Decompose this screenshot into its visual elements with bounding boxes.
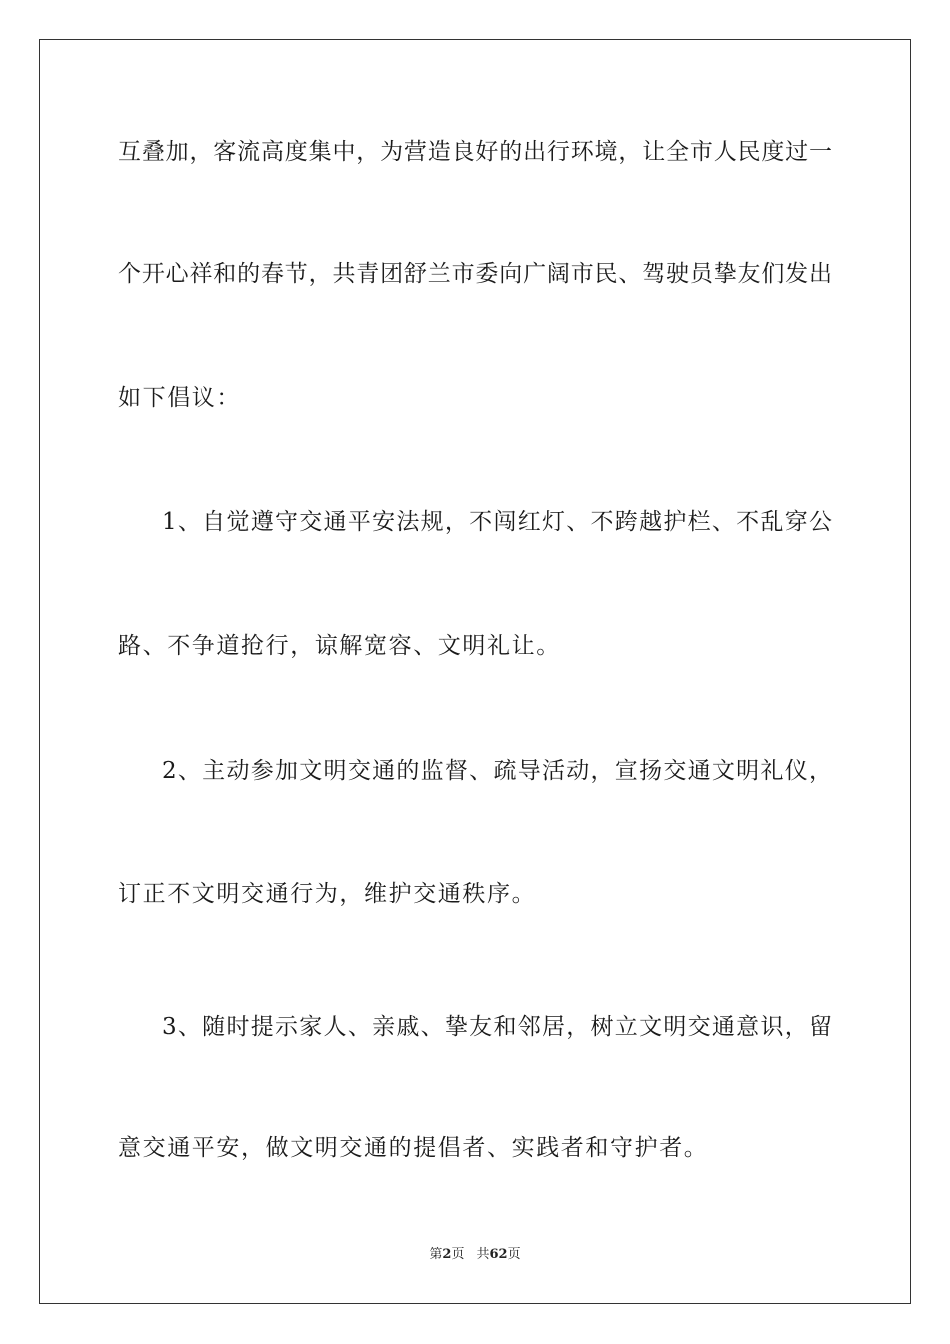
- body-line-2: 个开心祥和的春节，共青团舒兰市委向广阔市民、驾驶员挚友们发出: [118, 261, 832, 287]
- body-line-3: 如下倡议：: [118, 385, 241, 411]
- total-pages: 62: [489, 1247, 508, 1262]
- body-line-6: 2、主动参加文明交通的监督、疏导活动，宣扬交通文明礼仪，: [162, 758, 832, 784]
- total-suffix: 页: [507, 1247, 521, 1262]
- page-suffix: 页: [451, 1247, 465, 1262]
- body-line-4: 1、自觉遵守交通平安法规，不闯红灯、不跨越护栏、不乱穿公: [162, 509, 832, 535]
- page-border: [39, 39, 911, 1304]
- body-line-5: 路、不争道抢行，谅解宽容、文明礼让。: [118, 633, 561, 659]
- body-line-8: 3、随时提示家人、亲戚、挚友和邻居，树立文明交通意识，留: [162, 1014, 832, 1040]
- body-line-9: 意交通平安，做文明交通的提倡者、实践者和守护者。: [118, 1135, 709, 1161]
- total-prefix: 共: [476, 1247, 490, 1262]
- page-number: 2: [442, 1247, 452, 1262]
- page-prefix: 第: [429, 1247, 443, 1262]
- body-line-7: 订正不文明交通行为，维护交通秩序。: [118, 881, 537, 907]
- page-footer: [0, 1246, 950, 1264]
- body-line-1: 互叠加，客流高度集中，为营造良好的出行环境，让全市人民度过一: [118, 139, 832, 165]
